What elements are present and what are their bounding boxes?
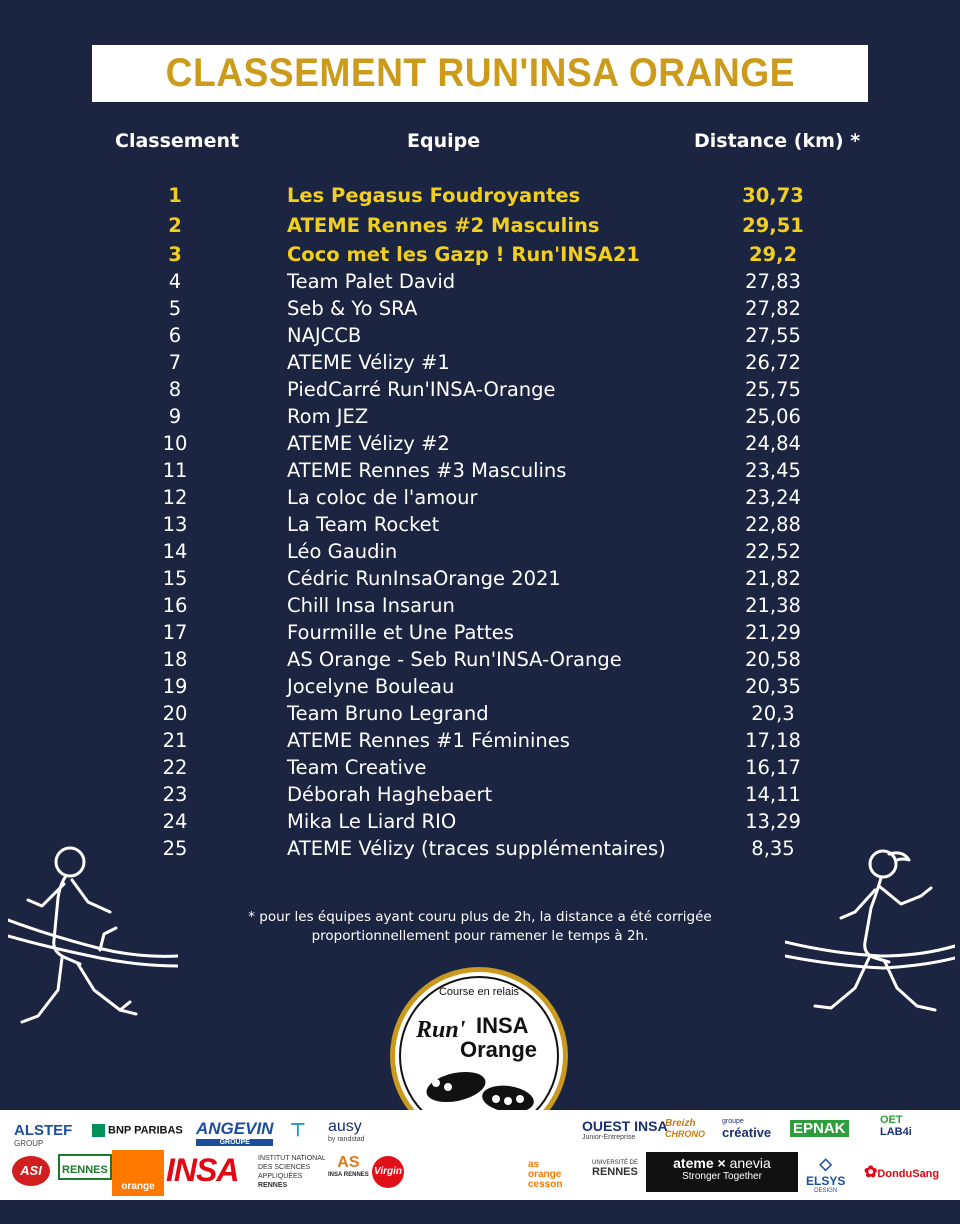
distance-cell: 20,3 bbox=[751, 702, 795, 725]
rank-cell: 5 bbox=[168, 297, 182, 320]
rank-cell: 19 bbox=[162, 675, 188, 698]
table-row bbox=[0, 324, 960, 350]
team-cell: ATEME Vélizy #1 bbox=[287, 351, 450, 374]
table-row bbox=[0, 729, 960, 755]
rank-cell: 13 bbox=[162, 513, 188, 536]
distance-cell: 24,84 bbox=[745, 432, 801, 455]
table-row bbox=[0, 783, 960, 809]
rank-cell: 6 bbox=[168, 324, 182, 347]
insa-logo: INSA bbox=[166, 1152, 239, 1188]
rank-cell: 23 bbox=[162, 783, 188, 806]
table-row bbox=[0, 351, 960, 377]
team-cell: ATEME Rennes #3 Masculins bbox=[287, 459, 567, 482]
bnp-star-icon bbox=[92, 1124, 105, 1137]
footnote-line-1: * pour les équipes ayant couru plus de 2h, la distance a été corrigée bbox=[248, 909, 712, 925]
badge-orange-text: Orange bbox=[460, 1037, 538, 1062]
team-cell: Rom JEZ bbox=[287, 405, 369, 428]
footnote-line-2: proportionnellement pour ramener le temps à 2h. bbox=[311, 928, 649, 944]
table-row bbox=[0, 567, 960, 593]
team-cell: Jocelyne Bouleau bbox=[287, 675, 455, 698]
don-du-sang-logo: ✿DonduSang bbox=[864, 1164, 940, 1181]
distance-cell: 17,18 bbox=[745, 729, 801, 752]
rank-cell: 18 bbox=[162, 648, 188, 671]
table-row bbox=[0, 540, 960, 566]
distance-cell: 20,58 bbox=[745, 648, 801, 671]
virgin-radio-logo: Virgin bbox=[372, 1156, 404, 1188]
distance-cell: 27,83 bbox=[745, 270, 801, 293]
team-cell: ATEME Rennes #2 Masculins bbox=[287, 214, 600, 237]
team-cell: NAJCCB bbox=[287, 324, 362, 347]
distance-cell: 13,29 bbox=[745, 810, 801, 833]
distance-cell: 22,52 bbox=[745, 540, 801, 563]
footnote bbox=[220, 908, 740, 946]
rank-cell: 11 bbox=[162, 459, 188, 482]
distance-cell: 25,06 bbox=[745, 405, 801, 428]
team-cell: Déborah Haghebaert bbox=[287, 783, 493, 806]
rank-cell: 2 bbox=[168, 214, 182, 237]
team-cell: Team Creative bbox=[287, 756, 427, 779]
team-cell: ATEME Rennes #1 Féminines bbox=[287, 729, 570, 752]
rank-cell: 15 bbox=[162, 567, 188, 590]
rank-cell: 17 bbox=[162, 621, 188, 644]
alstef-logo: ALSTEF GROUP bbox=[14, 1122, 73, 1148]
breizh-chrono-logo: Breizh CHRONO bbox=[665, 1118, 705, 1139]
rank-cell: 22 bbox=[162, 756, 188, 779]
rennes-logo: RENNES bbox=[58, 1154, 112, 1180]
rank-cell: 8 bbox=[168, 378, 182, 401]
team-cell: ATEME Vélizy (traces supplémentaires) bbox=[287, 837, 666, 860]
table-row bbox=[0, 459, 960, 485]
as-insa-rennes-logo: AS INSA RENNES bbox=[328, 1154, 369, 1178]
rank-cell: 10 bbox=[162, 432, 188, 455]
flower-icon: ✿ bbox=[864, 1164, 878, 1181]
team-cell: Fourmille et Une Pattes bbox=[287, 621, 514, 644]
ouest-insa-logo: OUEST INSA Junior-Entreprise bbox=[582, 1118, 668, 1141]
rank-cell: 1 bbox=[168, 184, 182, 207]
distance-cell: 21,29 bbox=[745, 621, 801, 644]
oet-lab4i-logo: OET LAB4i bbox=[880, 1114, 912, 1138]
universite-rennes-logo: UNIVERSITÉ DE RENNES bbox=[592, 1160, 639, 1178]
team-cell: Coco met les Gazp ! Run'INSA21 bbox=[287, 243, 640, 266]
distance-cell: 30,73 bbox=[742, 184, 804, 207]
distance-cell: 29,2 bbox=[748, 243, 798, 266]
rank-cell: 7 bbox=[168, 351, 182, 374]
distance-cell: 20,35 bbox=[745, 675, 801, 698]
distance-cell: 21,38 bbox=[745, 594, 801, 617]
team-cell: ATEME Vélizy #2 bbox=[287, 432, 450, 455]
insa-institute-text: INSTITUT NATIONAL DES SCIENCES APPLIQUÉES RENNES bbox=[258, 1155, 326, 1189]
asi-logo: ASI bbox=[12, 1156, 50, 1186]
ateme-anevia-logo: ateme × anevia Stronger Together bbox=[646, 1152, 798, 1192]
table-row bbox=[0, 270, 960, 296]
distance-cell: 27,82 bbox=[745, 297, 801, 320]
team-cell: Team Palet David bbox=[287, 270, 456, 293]
badge-insa-text: INSA bbox=[476, 1013, 529, 1038]
table-row bbox=[0, 810, 960, 836]
distance-cell: 21,82 bbox=[745, 567, 801, 590]
table-row bbox=[0, 214, 960, 240]
rank-cell: 24 bbox=[162, 810, 188, 833]
team-cell: Mika Le Liard RIO bbox=[287, 810, 457, 833]
rank-cell: 20 bbox=[162, 702, 188, 725]
team-cell: PiedCarré Run'INSA-Orange bbox=[287, 378, 556, 401]
t-logo-icon: ⊤ bbox=[290, 1120, 306, 1140]
team-cell: Seb & Yo SRA bbox=[287, 297, 418, 320]
distance-cell: 27,55 bbox=[745, 324, 801, 347]
badge-run-text: Run' bbox=[416, 1017, 466, 1043]
groupe-creative-logo: groupe créative bbox=[722, 1118, 772, 1140]
rank-cell: 16 bbox=[162, 594, 188, 617]
team-cell: La Team Rocket bbox=[287, 513, 440, 536]
table-row bbox=[0, 594, 960, 620]
table-row bbox=[0, 243, 960, 269]
team-cell: Chill Insa Insarun bbox=[287, 594, 455, 617]
bnp-paribas-logo: BNP PARIBAS bbox=[92, 1124, 183, 1137]
table-row bbox=[0, 405, 960, 431]
rank-cell: 21 bbox=[162, 729, 188, 752]
elsys-design-logo: ◇ ELSYS DESIGN bbox=[806, 1156, 846, 1194]
title-banner bbox=[92, 45, 868, 102]
rank-cell: 4 bbox=[168, 270, 182, 293]
table-row bbox=[0, 184, 960, 210]
distance-cell: 26,72 bbox=[745, 351, 801, 374]
orange-logo: orange bbox=[112, 1150, 164, 1196]
table-row bbox=[0, 297, 960, 323]
distance-cell: 29,51 bbox=[742, 214, 804, 237]
table-row bbox=[0, 621, 960, 647]
header-team: Equipe bbox=[407, 130, 481, 152]
table-row bbox=[0, 486, 960, 512]
table-row bbox=[0, 513, 960, 539]
runner-left-illustration bbox=[8, 840, 178, 1050]
distance-cell: 22,88 bbox=[745, 513, 801, 536]
as-orange-cesson-logo: as orange cesson bbox=[528, 1159, 563, 1190]
team-cell: La coloc de l'amour bbox=[287, 486, 478, 509]
distance-cell: 25,75 bbox=[745, 378, 801, 401]
table-row bbox=[0, 432, 960, 458]
team-cell: Les Pegasus Foudroyantes bbox=[287, 184, 581, 207]
badge-top-text: Course en relais bbox=[438, 986, 520, 998]
rank-cell: 25 bbox=[162, 837, 188, 860]
table-row bbox=[0, 702, 960, 728]
table-row bbox=[0, 756, 960, 782]
team-cell: Team Bruno Legrand bbox=[287, 702, 489, 725]
table-row bbox=[0, 648, 960, 674]
distance-cell: 23,24 bbox=[745, 486, 801, 509]
distance-cell: 23,45 bbox=[745, 459, 801, 482]
ausy-logo: ausy by randstad bbox=[328, 1118, 365, 1143]
page-title: CLASSEMENT RUN'INSA ORANGE bbox=[165, 51, 795, 95]
header-distance: Distance (km) * bbox=[694, 130, 861, 152]
runner-right-illustration bbox=[785, 838, 955, 1053]
epnak-logo: EPNAK bbox=[790, 1120, 849, 1137]
rank-cell: 9 bbox=[168, 405, 182, 428]
team-cell: Léo Gaudin bbox=[287, 540, 398, 563]
angevin-logo: ANGEVIN GROUPE bbox=[196, 1119, 274, 1146]
rank-cell: 3 bbox=[168, 243, 182, 266]
header-rank: Classement bbox=[115, 130, 240, 152]
team-cell: AS Orange - Seb Run'INSA-Orange bbox=[287, 648, 622, 671]
rank-cell: 12 bbox=[162, 486, 188, 509]
distance-cell: 8,35 bbox=[751, 837, 795, 860]
distance-cell: 16,17 bbox=[745, 756, 801, 779]
team-cell: Cédric RunInsaOrange 2021 bbox=[287, 567, 561, 590]
distance-cell: 14,11 bbox=[745, 783, 801, 806]
table-row bbox=[0, 378, 960, 404]
sponsor-strip bbox=[0, 1110, 960, 1200]
rank-cell: 14 bbox=[162, 540, 188, 563]
table-row bbox=[0, 675, 960, 701]
